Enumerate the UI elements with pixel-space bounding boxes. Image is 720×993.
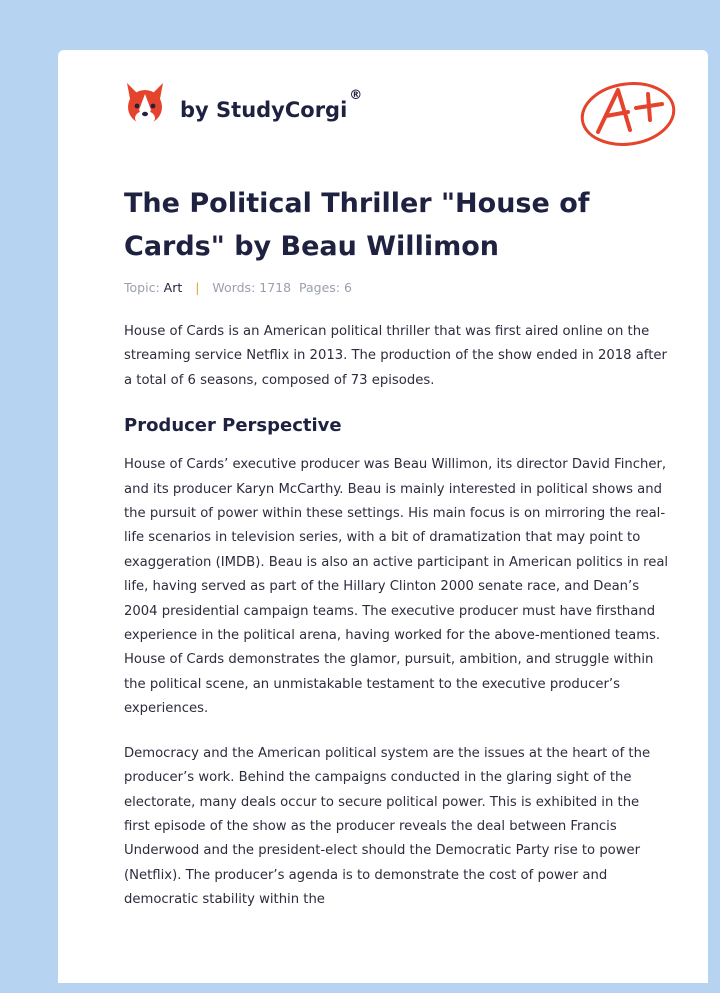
body-paragraph: House of Cards’ executive producer was Beau Willimon, its director David Fincher, and its producer Karyn McCarthy. Beau is mainly interested in political shows and the pursuit of power within these settings. His main focus is on mirroring the real-life scenarios in television series, with a bit of dramatization that may point to exaggeration (IMDB). Beau is also an active participant in American politics in real life, having served as part of the Hillary Clinton 2000 senate race, and Dean’s 2004 presidential campaign teams. The executive producer must have firsthand experience in the political arena, having worked for the above-mentioned teams. House of Cards demonstrates the glamor, pursuit, ambition, and struggle within the political scene, an unmistakable testament to the executive producer’s experiences. [124,457,669,717]
words-label: Words: [212,280,256,295]
brand-name: by StudyCorgi [180,98,348,122]
article [124,182,669,913]
topic-value[interactable]: Art [163,280,183,295]
topic-label: Topic: [124,280,160,295]
words-value: 1718 [259,280,292,295]
pages-value: 6 [344,280,352,295]
body-paragraph: Democracy and the American political system are the issues at the heart of the producer’s work. Behind the campaigns conducted in the glaring sight of the electorate, many deals occur to secure political power. This is exhibited in the first episode of the show as the producer reveals the deal between Francis Underwood and the president-elect should the Democratic Party rise to power (Netflix). The producer’s agenda is to demonstrate the cost of power and democratic stability within the [124,745,651,908]
registered-mark: ® [349,87,363,103]
corgi-icon [124,80,166,128]
header [124,78,678,158]
intro-paragraph: House of Cards is an American political thriller that was first aired online on the streaming service Netflix in 2013. The production of the show ended in 2018 after a total of 6 seasons, composed of 73 episodes. [124,324,667,388]
document-page [58,50,708,983]
brand-logo[interactable] [124,78,362,130]
meta-separator: | [195,280,200,295]
section-heading: Producer Perspective [124,415,342,437]
document-meta [124,280,669,295]
grade-badge-icon [578,78,678,152]
page-title: The Political Thriller "House of Cards" by Beau Willimon [124,188,590,262]
pages-label: Pages: [299,280,341,295]
